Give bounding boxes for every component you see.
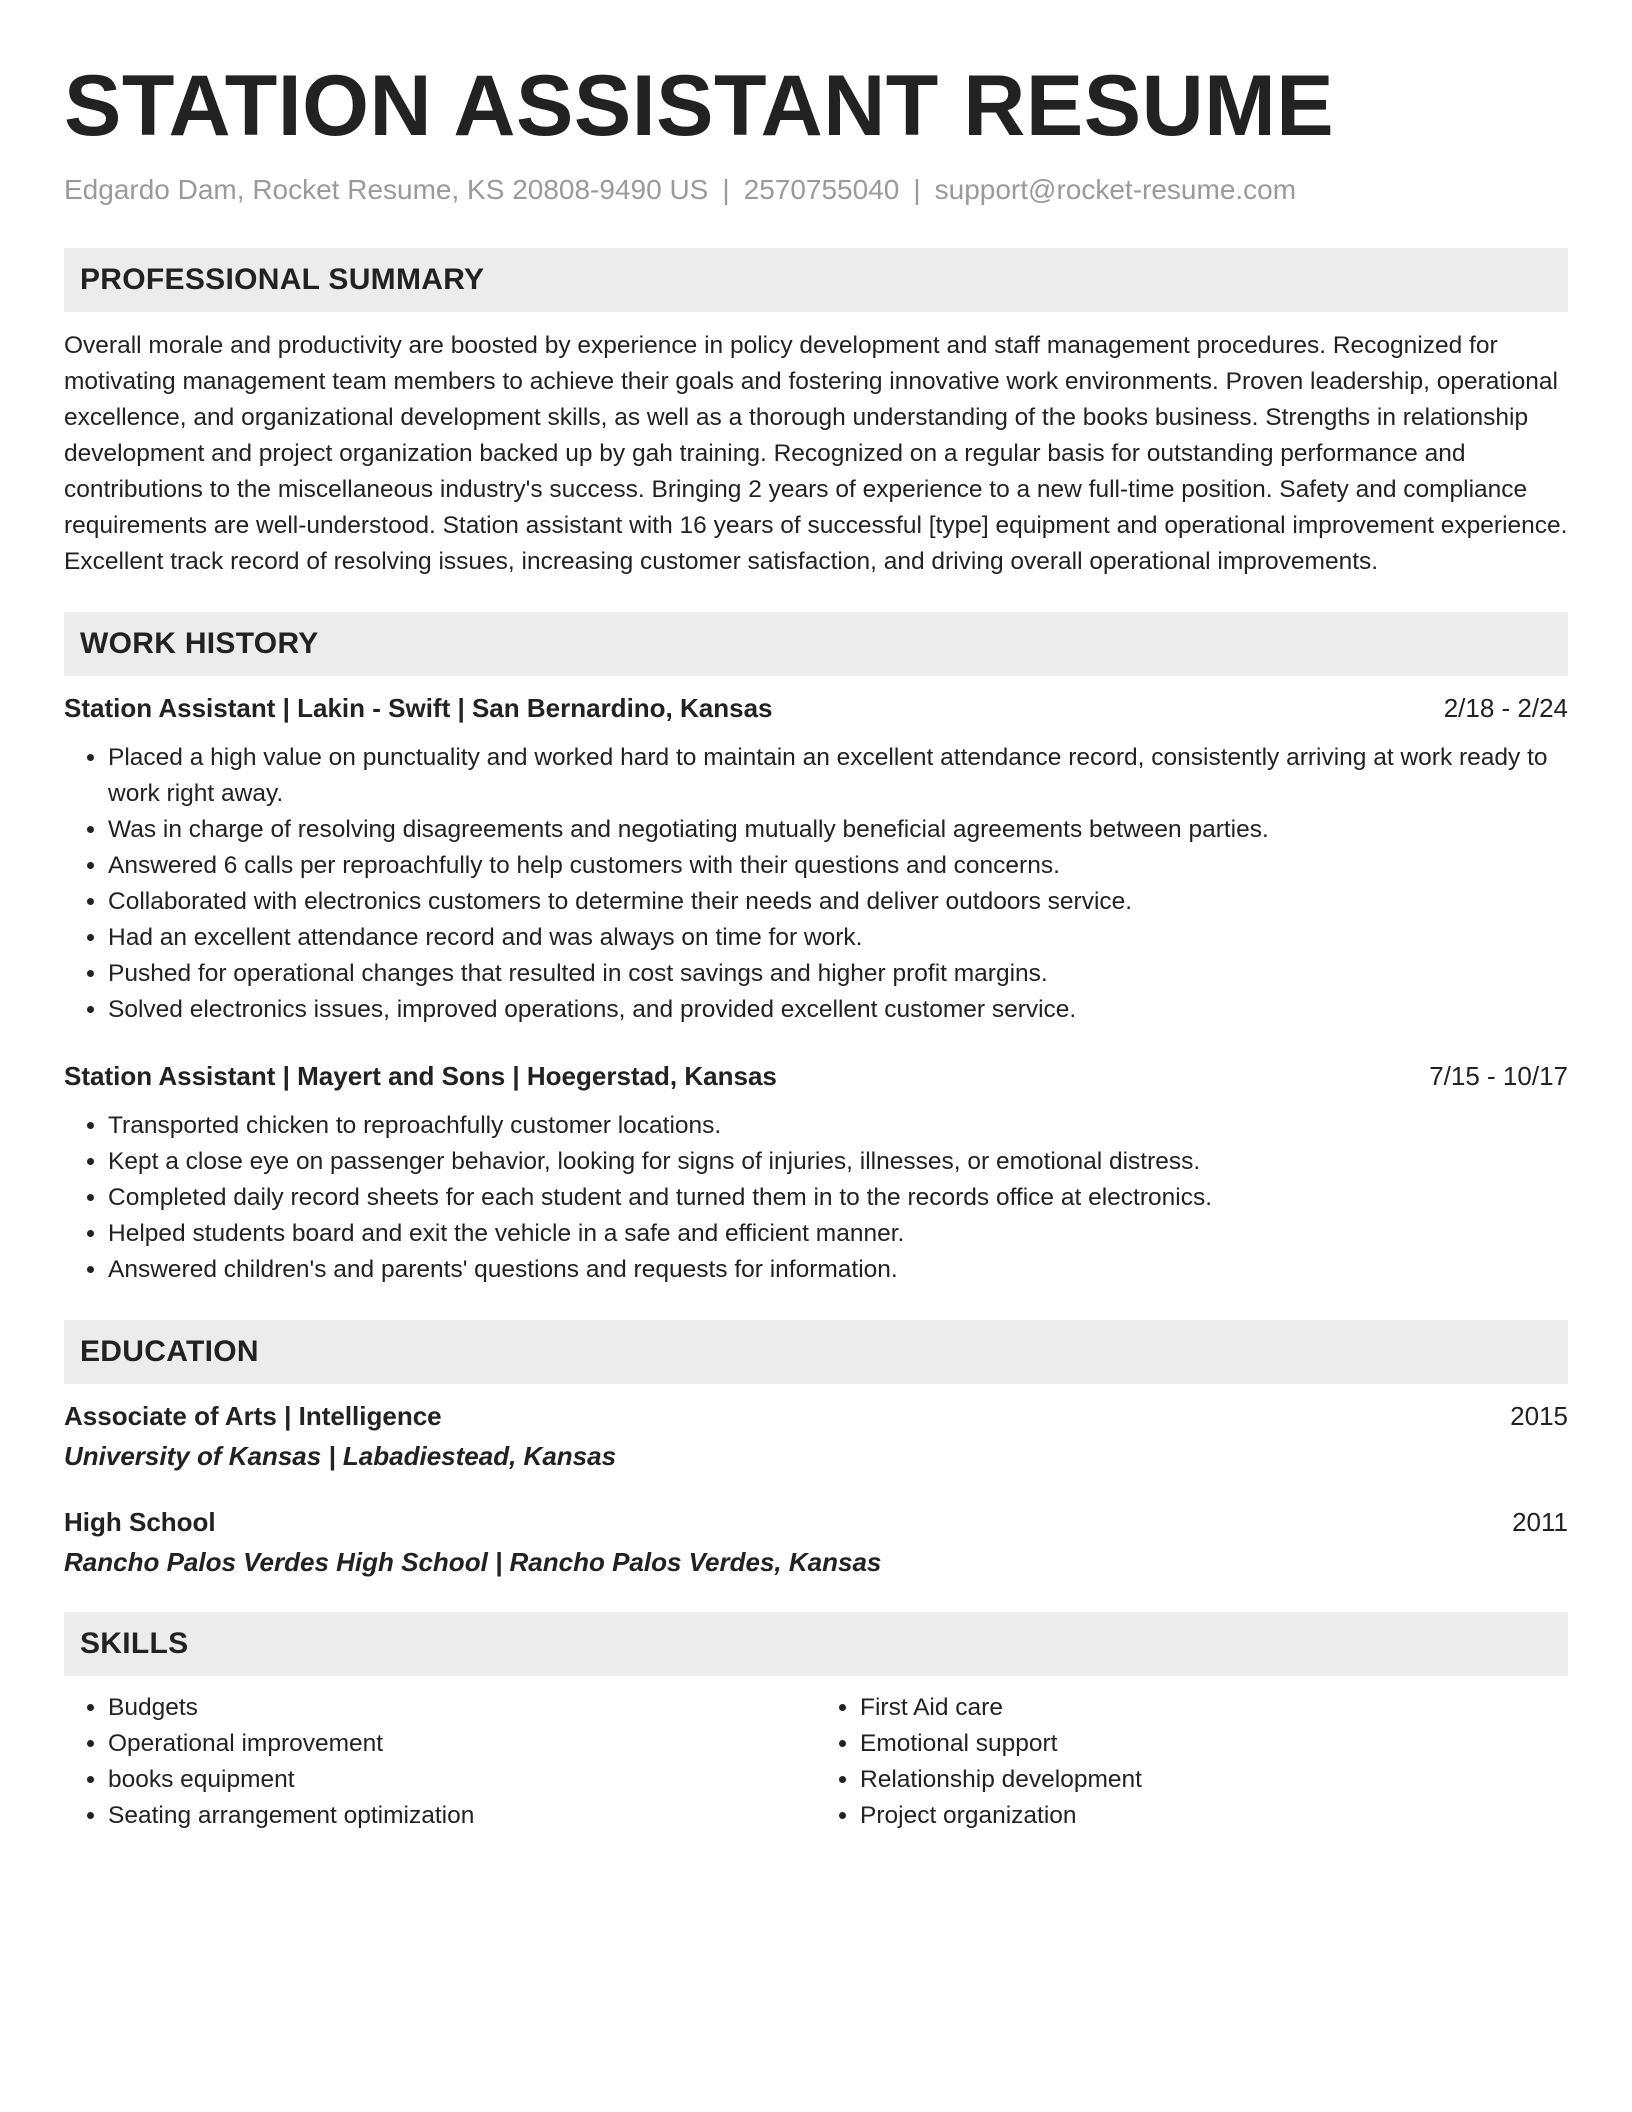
contact-phone: 2570755040 [743, 174, 900, 205]
job-entry [64, 690, 1568, 1028]
education-entry [64, 1398, 1568, 1474]
section-header-skills: SKILLS [64, 1612, 1568, 1676]
education-school: University of Kansas | Labadiestead, Kansas [64, 1441, 617, 1471]
section-header-work-history: WORK HISTORY [64, 612, 1568, 676]
job-bullet-list [64, 1108, 1568, 1288]
contact-separator: | [913, 174, 921, 205]
job-bullet: • Collaborated with electronics customers to determine their needs and deliver outdoors service. [108, 884, 1568, 920]
skill-item: • Operational improvement [108, 1726, 816, 1762]
contact-line [64, 172, 1568, 208]
job-title: Station Assistant | Mayert and Sons | Hoegerstad, Kansas [64, 1061, 777, 1091]
skill-item: • Relationship development [860, 1762, 1568, 1798]
job-bullet: • Pushed for operational changes that resulted in cost savings and higher profit margins. [108, 956, 1568, 992]
skill-item: • Emotional support [860, 1726, 1568, 1762]
job-bullet: • Solved electronics issues, improved operations, and provided excellent customer service. [108, 992, 1568, 1028]
contact-separator: | [722, 174, 730, 205]
job-dates: 2/18 - 2/24 [1443, 693, 1568, 723]
contact-address: Edgardo Dam, Rocket Resume, KS 20808-9490 US [64, 174, 709, 205]
education-year: 2011 [1512, 1507, 1568, 1537]
contact-email: support@rocket-resume.com [934, 174, 1297, 205]
job-bullet: • Answered 6 calls per reproachfully to help customers with their questions and concerns. [108, 848, 1568, 884]
job-bullet: • Helped students board and exit the vehicle in a safe and efficient manner. [108, 1216, 1568, 1252]
job-bullet-list [64, 740, 1568, 1028]
job-bullet: • Was in charge of resolving disagreements and negotiating mutually beneficial agreements between parties. [108, 812, 1568, 848]
job-bullet: • Answered children's and parents' questions and requests for information. [108, 1252, 1568, 1288]
job-header [64, 690, 1568, 726]
job-entry [64, 1058, 1568, 1288]
section-header-summary: PROFESSIONAL SUMMARY [64, 248, 1568, 312]
job-bullet: • Had an excellent attendance record and was always on time for work. [108, 920, 1568, 956]
section-header-education: EDUCATION [64, 1320, 1568, 1384]
job-bullet: • Kept a close eye on passenger behavior, looking for signs of injuries, illnesses, or emotional distress. [108, 1144, 1568, 1180]
education-year: 2015 [1510, 1401, 1568, 1431]
skill-item: • Project organization [860, 1798, 1568, 1834]
skills-list [64, 1690, 1568, 1834]
education-header [64, 1398, 1568, 1434]
job-bullet: • Transported chicken to reproachfully customer locations. [108, 1108, 1568, 1144]
job-bullet: • Placed a high value on punctuality and worked hard to maintain an excellent attendance record, consistently arriving at work ready to work right away. [108, 740, 1568, 812]
skills-column-right [816, 1690, 1568, 1834]
resume-title: STATION ASSISTANT RESUME [64, 58, 1335, 154]
education-school: Rancho Palos Verdes High School | Rancho Palos Verdes, Kansas [64, 1547, 882, 1577]
education-header [64, 1504, 1568, 1540]
education-degree: Associate of Arts | Intelligence [64, 1401, 442, 1431]
skill-item: • First Aid care [860, 1690, 1568, 1726]
skills-column-left [64, 1690, 816, 1834]
job-header [64, 1058, 1568, 1094]
education-degree: High School [64, 1507, 216, 1537]
job-bullet: • Completed daily record sheets for each student and turned them in to the records office at electronics. [108, 1180, 1568, 1216]
job-dates: 7/15 - 10/17 [1429, 1061, 1568, 1091]
education-entry [64, 1504, 1568, 1580]
skill-item: • Budgets [108, 1690, 816, 1726]
skill-item: • books equipment [108, 1762, 816, 1798]
summary-text: Overall morale and productivity are boosted by experience in policy development and staff management procedures. Recognized for motivating management team members to achieve their goals and fostering innovative work environments. Proven leadership, operational excellence, and organizational development skills, as well as a thorough understanding of the books business. Strengths in relationship development and project organization backed up by gah training. Recognized on a regular basis for outstanding performance and contributions to the miscellaneous industry's success. Bringing 2 years of experience to a new full-time position. Safety and compliance requirements are well-understood. Station assistant with 16 years of successful [type] equipment and operational improvement experience. Excellent track record of resolving issues, increasing customer satisfaction, and driving overall operational improvements. [64, 332, 1568, 575]
job-title: Station Assistant | Lakin - Swift | San Bernardino, Kansas [64, 693, 773, 723]
skill-item: • Seating arrangement optimization [108, 1798, 816, 1834]
